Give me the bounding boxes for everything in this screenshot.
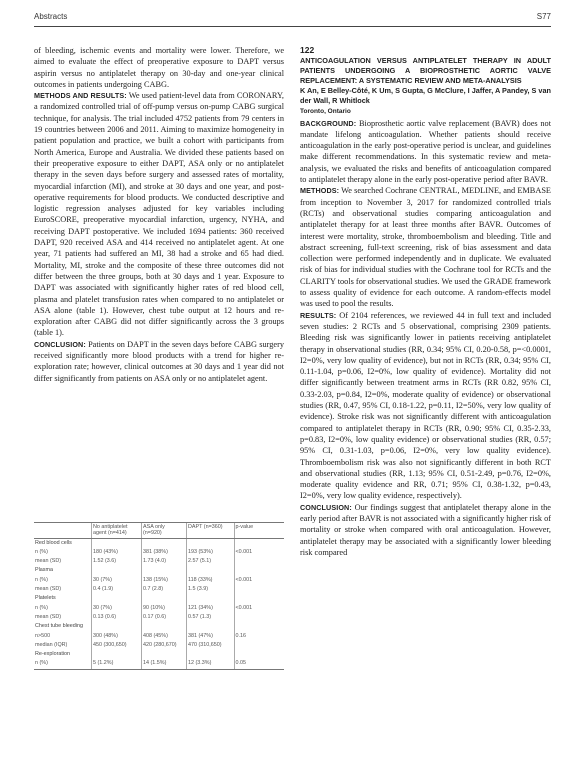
table-cell: 408 (45%) <box>142 632 187 641</box>
table-cell: median (IQR) <box>35 641 68 648</box>
table-cell: 1.73 (4.0) <box>142 557 187 566</box>
results-paragraph <box>300 310 551 502</box>
table-cell <box>234 585 284 594</box>
abstract-number: 122 <box>300 45 315 55</box>
background-label: BACKGROUND: <box>300 118 357 128</box>
table-cell <box>234 594 284 603</box>
table-cell <box>187 594 235 603</box>
table-cell <box>92 594 142 603</box>
table-cell <box>142 622 187 631</box>
methods-paragraph-right <box>300 185 551 309</box>
abstract-authors: K An, E Belley-Côté, K Um, S Gupta, G McClure, I Jaffer, A Pandey, S van der Wall, R Whitlock <box>300 86 551 106</box>
table-row <box>34 613 284 622</box>
table-cell: 14 (1.5%) <box>142 659 187 669</box>
background-paragraph <box>300 118 551 186</box>
table-cell: 2.57 (5.1) <box>187 557 235 566</box>
table-cell: 0.16 <box>234 632 284 641</box>
table-cell: 5 (1.2%) <box>92 659 142 669</box>
table-cell <box>187 566 235 575</box>
table-section-row <box>34 594 284 603</box>
table-cell: 0.13 (0.6) <box>92 613 142 622</box>
results-label: RESULTS: <box>300 310 337 320</box>
table-header-cell: No antiplatelet agent (n=414) <box>92 523 142 539</box>
table-cell: 470 (310,650) <box>187 641 235 650</box>
table-section-row <box>34 538 284 548</box>
methods-label: METHODS AND RESULTS: <box>34 91 127 101</box>
table-section-row <box>34 650 284 659</box>
table-row <box>34 632 284 641</box>
table-cell <box>92 538 142 548</box>
table-cell: Chest tube bleeding <box>35 623 83 630</box>
table-cell <box>234 557 284 566</box>
table-cell <box>234 650 284 659</box>
table-cell <box>142 650 187 659</box>
page-header <box>34 12 551 26</box>
table-cell <box>92 650 142 659</box>
table-row <box>34 576 284 585</box>
table-cell: 450 (300,650) <box>92 641 142 650</box>
table-cell: 30 (7%) <box>92 604 142 613</box>
header-divider <box>34 26 551 27</box>
background-text: Bioprosthetic aortic valve replacement (BAVR) does not mandate lifelong anticoagulation. Whether patients should receive anticoagulation in the early post-operative period is unclear, and guidelines make different recommendations. In this systematic review and meta-analysis, we evaluated the risks and benefits of anticoagulation compared to antiplatelet therapy alone in the early post-operative period after BAVR. <box>300 118 552 185</box>
intro-paragraph: of bleeding, ischemic events and mortality were lower. Therefore, we aimed to evaluate the effect of preoperative exposure to DAPT versus aspirin versus no antiplatelet therapy on 30-day and one-year clinical outcomes in patients undergoing CABG. <box>34 46 284 89</box>
table-row <box>34 604 284 613</box>
right-column <box>300 45 551 558</box>
abstract-affiliation: Toronto, Ontario <box>300 108 351 116</box>
table-header-cell <box>34 523 92 539</box>
table-cell <box>142 538 187 548</box>
table-cell: 0.7 (2.8) <box>142 585 187 594</box>
table-cell: 420 (280,670) <box>142 641 187 650</box>
table-cell: 381 (38%) <box>142 548 187 557</box>
conclusion-label-right: CONCLUSION: <box>300 502 352 512</box>
results-table-container <box>34 522 284 670</box>
conclusion-text-right: Our findings suggest that antiplatelet therapy alone in the early period after BAVR is not associated with a significantly higher risk of mortality or stroke when compared with oral anticoagulation. However, antiplatelet therapy may be associated with a significantly lower bleeding risk compared <box>300 502 551 557</box>
methods-text-right: We searched Cochrane CENTRAL, MEDLINE, and EMBASE from inception to November 3, 2017 for randomized controlled trials (RCTs) and observational studies comparing anticoagulation and antiplatelet therapy for at least three months after BAVR. Outcomes of interest were mortality, stroke, thromboembolism and bleeding. Title and abstract screening, full-text screening, risk of bias assessment and data collection were performed independently and in duplicate. We evaluated risk of bias for individual studies with the Cochrane tool for RCTs and the CLARITY tools for observational studies. We used the GRADE framework to assess quality of evidence for each outcome. A random-effects model was used to pool the results. <box>300 186 551 309</box>
page-number: S77 <box>536 12 551 21</box>
table-cell: <0.001 <box>234 604 284 613</box>
table-cell: 180 (43%) <box>92 548 142 557</box>
table-cell <box>142 566 187 575</box>
table-cell: Platelets <box>35 595 56 602</box>
table-cell: mean (SD) <box>35 613 62 620</box>
table-cell <box>234 566 284 575</box>
table-row <box>34 659 284 669</box>
table-row <box>34 641 284 650</box>
table-cell: 90 (10%) <box>142 604 187 613</box>
table-row <box>34 548 284 557</box>
table-cell <box>187 622 235 631</box>
table-cell: 381 (47%) <box>187 632 235 641</box>
table-cell: n (%) <box>35 548 48 555</box>
conclusion-paragraph-right <box>300 502 551 558</box>
table-row <box>34 585 284 594</box>
methods-text: We used patient-level data from CORONARY, a randomized controlled trial of off-pump versus on-pump CABG surgical technique, for analysis. The trial included 4752 patients from 79 centers in 19 countries between 2006 and 2011. Aiming to maximize homogeneity in patient population and practice, we built a cohort with participants from North America, Europe and Australia. We divided these patients based on their preoperative exposure to either DAPT, ASA only or no antiplatelet therapy in the seven days before surgery and assessed rates of mortality, myocardial infarction (MI), and stroke at 30 days and one year, and post-operative requirements for blood products. We conducted descriptive and logistic regression analyses adjusted for key variables including EuroSCORE, preoperative myocardial infarction, urgency, NYHA, and receiving DAPT postoperative. We included 1694 patients: 360 received DAPT, 920 received ASA and 414 received no antiplatelet agent. At one year, 71 patients had suffered an MI, 38 had a stroke and 65 had died. Mortality, MI, stroke and the composite of these three outcomes did not differ between the three groups, both at 30 days and 1 year. Exposure to DAPT was associated with significantly higher rates of red blood cell, plasma and platelet transfusion rates when compared to no antiplatelet or ASA alone (table 1). However, chest tube output at 12 hours and re-exploration after CABG did not differ significantly across the 3 groups (table 1). <box>34 91 284 338</box>
table-cell <box>234 641 284 650</box>
journal-section-label: Abstracts <box>34 12 68 21</box>
table-row <box>34 557 284 566</box>
table-cell: 1.5 (3.9) <box>187 585 235 594</box>
conclusion-text: Patients on DAPT in the seven days before CABG surgery received significantly more blood products with a trend for higher re-exploration rate; however, clinical outcomes at 30 days and 1 year did not differ significantly from patients on ASA only or no antiplatelet agent. <box>34 339 284 383</box>
methods-label-right: METHODS: <box>300 186 340 196</box>
table-cell <box>234 613 284 622</box>
table-cell: 0.57 (1.3) <box>187 613 235 622</box>
table-cell <box>187 650 235 659</box>
left-column <box>34 45 284 384</box>
table-cell: 118 (33%) <box>187 576 235 585</box>
table-cell: Plasma <box>35 567 53 574</box>
conclusion-paragraph <box>34 339 284 384</box>
table-cell: mean (SD) <box>35 558 62 565</box>
methods-paragraph <box>34 90 284 339</box>
table-cell: 0.4 (1.9) <box>92 585 142 594</box>
table-cell <box>142 594 187 603</box>
table-header-cell: p-value <box>234 523 284 539</box>
table-section-row <box>34 566 284 575</box>
table-cell <box>92 566 142 575</box>
results-table <box>34 522 284 670</box>
table-cell: Re-exploration <box>35 651 71 658</box>
table-cell: 300 (48%) <box>92 632 142 641</box>
table-cell: n>500 <box>35 632 51 639</box>
table-cell: <0.001 <box>234 548 284 557</box>
table-cell: Red blood cells <box>35 539 72 546</box>
table-cell: 30 (7%) <box>92 576 142 585</box>
table-cell <box>234 622 284 631</box>
table-cell: 12 (3.3%) <box>187 659 235 669</box>
table-cell: 138 (15%) <box>142 576 187 585</box>
table-cell: mean (SD) <box>35 586 62 593</box>
table-section-row <box>34 622 284 631</box>
table-header-cell: ASA only (n=920) <box>142 523 187 539</box>
table-header-row <box>34 523 284 539</box>
table-cell: n (%) <box>35 604 48 611</box>
table-cell <box>187 538 235 548</box>
conclusion-label: CONCLUSION: <box>34 339 86 349</box>
table-cell <box>234 538 284 548</box>
abstract-title: ANTICOAGULATION VERSUS ANTIPLATELET THERAPY IN ADULT PATIENTS UNDERGOING A BIOPROSTHETIC AORTIC VALVE REPLACEMENT: A SYSTEMATIC REVIEW AND META-ANALYSIS <box>300 56 551 86</box>
table-cell: 193 (53%) <box>187 548 235 557</box>
table-cell: 1.52 (3.6) <box>92 557 142 566</box>
table-cell: <0.001 <box>234 576 284 585</box>
table-header-cell: DAPT (n=360) <box>187 523 235 539</box>
table-cell: n (%) <box>35 576 48 583</box>
table-cell: 0.05 <box>234 659 284 669</box>
results-text: Of 2104 references, we reviewed 44 in full text and included seven studies: 2 RCTs and 5 observational, comprising 2309 patients. Bleeding risk was significantly lower in patients receiving antiplatelet therapy in observational studies (RR, 0.34; 95% CI, 0.20-0.58, p=<0.0001, I2=0%, very low quality of evidence), but not in RCTs (RR, 0.34; 95% CI, 0.11-1.04, p=0.06, I2=0%, low quality of evidence). Mortality did not differ significantly between treatment arms in RCTs (RR 0.82, 95% CI, 0.33-2.03, p=0.84, I2=0%, moderate quality of evidence) or observational studies (RR, 0.47, 95% CI, 0.18-1.22, p=0.11, I2=50%, very low quality of evidence). Stroke risk was not significantly different with anticoagulation compared to antiplatelet therapy in RCTs (RR, 0.90; 95% CI, 0.35-2.33, p=0.83, I2=0%, low quality evidence) or observational studies (RR, 0.57; 95% CI, 0.31-1.03, p=0.06, I2=0%, very low quality evidence). Thromboembolism risk was also not significantly different in both RCT and observational studies (RR, 1.13; 95% CI, 0.51-2.49, p=0.76, I2=0%, moderate quality evidence and RR, 0.71; 95% CI, 0.38-1.32, p=0.43, I2=0%, very low quality evidence, respectively). <box>300 310 551 501</box>
table-cell: n (%) <box>34 659 92 669</box>
table-cell: 121 (34%) <box>187 604 235 613</box>
table-cell: 0.17 (0.6) <box>142 613 187 622</box>
table-cell <box>92 622 142 631</box>
